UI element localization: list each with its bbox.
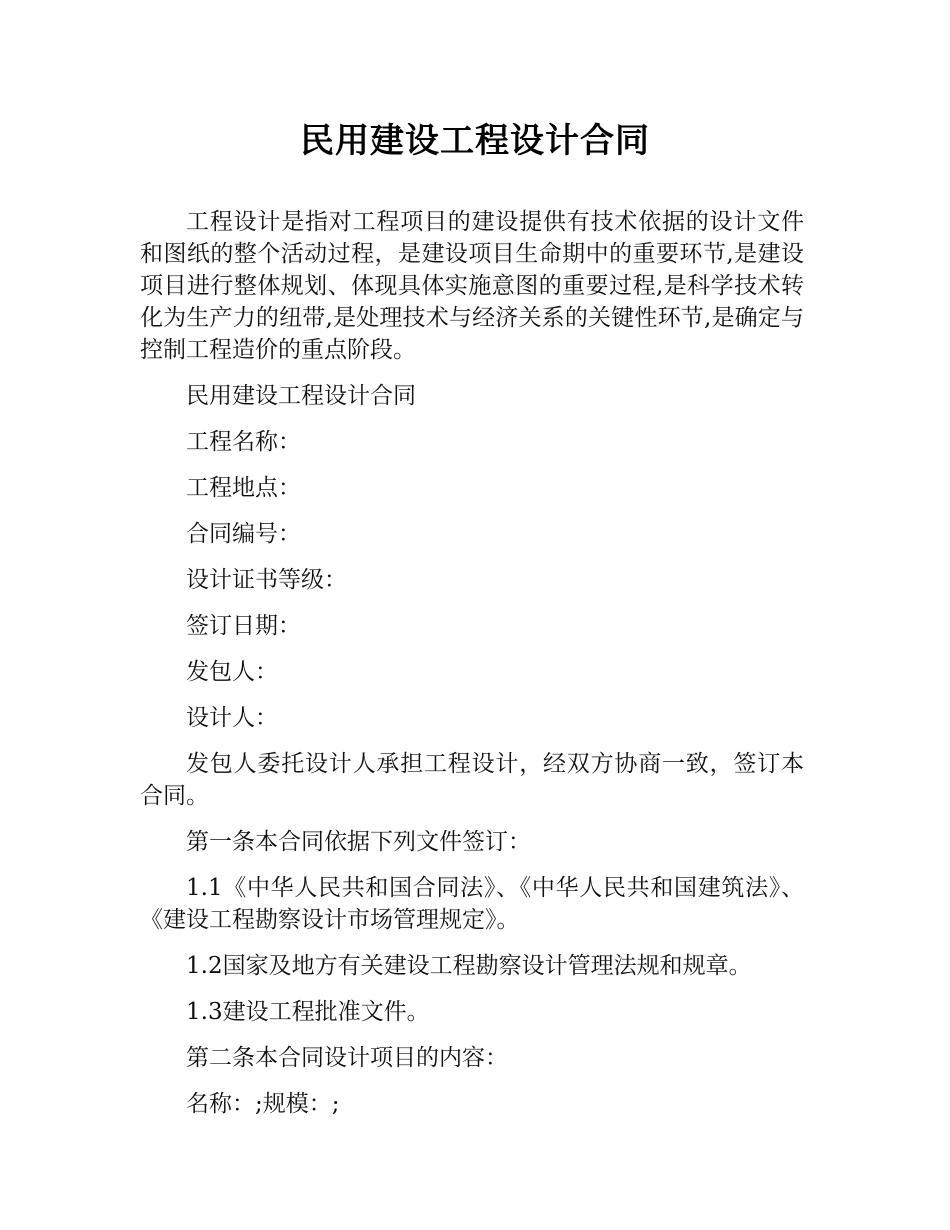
article1-heading: 第一条本合同依据下列文件签订： [186, 829, 531, 855]
document-body [140, 206, 804, 1134]
article1-item2: 1.2国家及地方有关建设工程勘察设计管理法规和规章。 [186, 953, 752, 979]
field-employer: 发包人： [186, 659, 278, 685]
contract-name: 民用建设工程设计合同 [186, 383, 416, 409]
field-signing-date: 签订日期： [186, 613, 301, 639]
field-project-name: 工程名称： [186, 429, 301, 455]
field-contract-number: 合同编号： [186, 521, 301, 547]
agreement-paragraph: 发包人委托设计人承担工程设计，经双方协商一致，签订本合同。 [140, 751, 804, 809]
article2-line1: 名称：;规模：; [186, 1091, 340, 1117]
field-project-location: 工程地点： [186, 475, 301, 501]
intro-paragraph: 工程设计是指对工程项目的建设提供有技术依据的设计文件和图纸的整个活动过程，是建设项目生命期中的重要环节,是建设项目进行整体规划、体现具体实施意图的重要过程,是科学技术转化为生产力的纽带,是处理技术与经济关系的关键性环节,是确定与控制工程造价的重点阶段。 [140, 209, 804, 363]
article2-heading: 第二条本合同设计项目的内容： [186, 1045, 508, 1071]
article1-item3: 1.3建设工程批准文件。 [186, 999, 430, 1025]
field-designer: 设计人： [186, 705, 278, 731]
article1-item1: 1.1《中华人民共和国合同法》、《中华人民共和国建筑法》、《建设工程勘察设计市场管理规定》。 [140, 875, 804, 933]
field-certificate-level: 设计证书等级： [186, 567, 347, 593]
document-title: 民用建设工程设计合同 [300, 121, 650, 161]
